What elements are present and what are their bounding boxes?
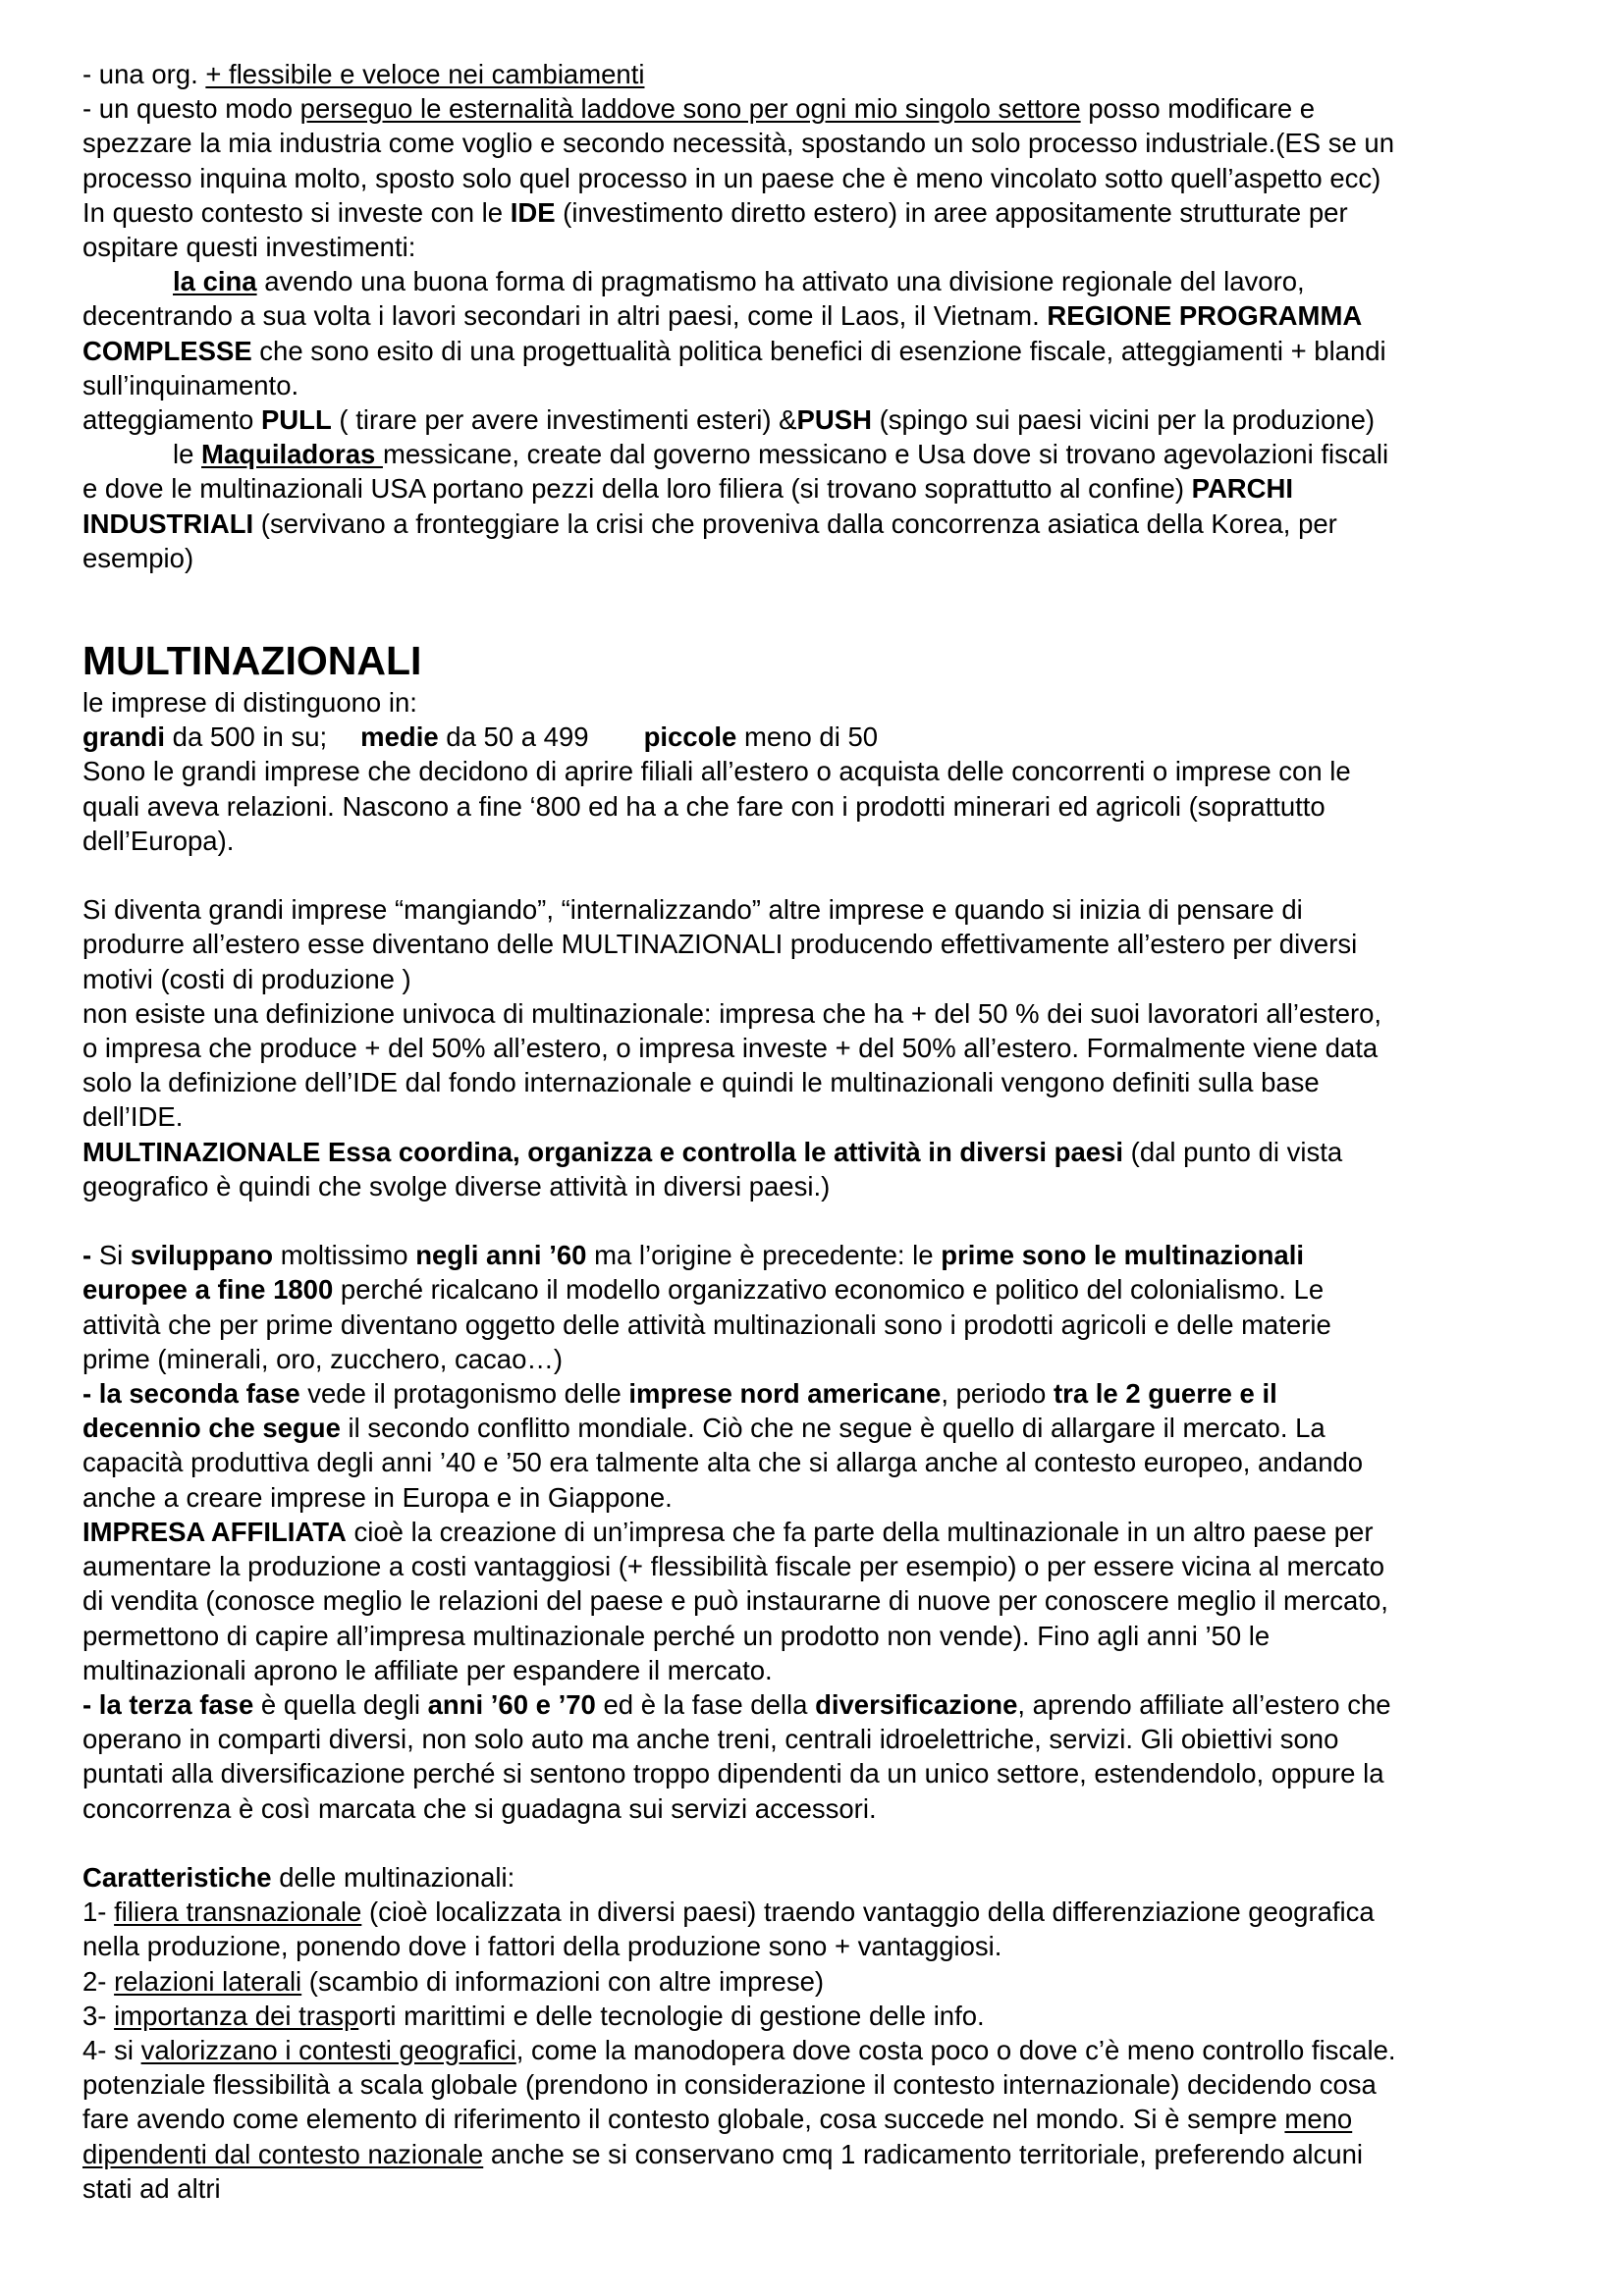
text: vede il protagonismo delle <box>299 1378 629 1410</box>
bold-text: PULL <box>260 404 332 436</box>
text: ed è la fase della <box>595 1688 816 1720</box>
text: decentrando a sua volta i lavori secondari in altri paesi, come il Laos, il Vietnam. <box>82 300 1048 332</box>
line: solo la definizione dell’IDE dal fondo internazionale e quindi le multinazionali vengono definiti sulla base <box>82 1067 1320 1098</box>
line <box>82 57 1555 91</box>
line <box>82 471 1555 506</box>
bold-text: anni ’60 e ’70 <box>427 1688 596 1720</box>
text: (scambio di informazioni con altre imprese) <box>301 1965 825 1997</box>
line: sull’inquinamento. <box>82 369 299 400</box>
bold-text: medie <box>360 721 439 753</box>
line <box>82 195 1555 230</box>
line: aumentare la produzione a costi vantaggiosi (+ flessibilità fiscale per esempio) o per essere vicina al mercato <box>82 1551 1385 1582</box>
text: anche se si conservano cmq 1 radicamento territoriale, preferendo alcuni <box>483 2138 1363 2169</box>
text: (investimento diretto estero) in aree appositamente strutturate per <box>555 196 1348 228</box>
line <box>82 1272 1555 1307</box>
line <box>82 720 1555 754</box>
bold-text: imprese nord americane <box>628 1378 942 1410</box>
line <box>82 264 1555 298</box>
line: prime (minerali, oro, zucchero, cacao…) <box>82 1343 564 1374</box>
bold-text: - la seconda fase <box>82 1378 300 1410</box>
line: geografico è quindi che svolge diverse attività in diversi paesi.) <box>82 1170 831 1201</box>
line: capacità produttiva degli anni ’40 e ’50 era talmente alta che si allarga anche al contesto europeo, andando <box>82 1447 1364 1478</box>
text: - una org. <box>82 59 206 89</box>
text: meno di 50 <box>743 721 879 753</box>
text: da 500 in su; <box>172 721 328 753</box>
underlined-text: filiera transnazionale <box>114 1896 362 1928</box>
line: multinazionali aprono le affiliate per espandere il mercato. <box>82 1654 773 1685</box>
line: puntati alla diversificazione perché si sentono troppo dipendenti da un unico settore, estendendolo, oppure la <box>82 1758 1384 1789</box>
line <box>82 91 1555 126</box>
bold-text: COMPLESSE <box>82 335 252 366</box>
bold-text: grandi <box>82 721 166 753</box>
text: 1- <box>82 1896 115 1928</box>
text: e dove le multinazionali USA portano pezzi della loro filiera (si trovano soprattutto al confine) <box>82 473 1184 505</box>
line: Sono le grandi imprese che decidono di aprire filiali all’estero o acquista delle concorrenti o imprese con le <box>82 756 1351 787</box>
underlined-text: importanza dei trasp <box>114 2000 359 2031</box>
text: fare avendo come elemento di riferimento il contesto globale, cosa succede nel mondo. Si è sempre <box>82 2104 1285 2135</box>
line: non esiste una definizione univoca di multinazionale: impresa che ha + del 50 % dei suoi lavoratori all’estero, <box>82 997 1382 1029</box>
bold-text: Essa coordina, organizza e controlla le attività in diversi paesi <box>328 1136 1124 1167</box>
underlined-text: relazioni laterali <box>114 1965 302 1997</box>
text: messicane, create dal governo messicano e Usa dove si trovano agevolazioni fiscali <box>382 439 1389 470</box>
bold-text: IDE <box>510 196 556 228</box>
bold-text: Caratteristiche <box>82 1861 272 1893</box>
text: 2- <box>82 1965 115 1997</box>
text: (spingo sui paesi vicini per la produzione) <box>871 404 1376 436</box>
underlined-text: la cina <box>173 266 257 297</box>
line <box>82 1895 1555 1929</box>
line: ospitare questi investimenti: <box>82 232 416 263</box>
underlined-text: valorizzano i contesti geografici <box>140 2034 516 2065</box>
bold-text: prime sono le multinazionali <box>941 1240 1304 1271</box>
text: le <box>173 439 202 470</box>
line: processo inquina molto, sposto solo quel processo in un paese che è meno vincolato sotto quell’aspetto ecc) <box>82 162 1381 193</box>
text: (servivano a fronteggiare la crisi che proveniva dalla concorrenza asiatica della Korea, per <box>253 507 1337 539</box>
bold-text: INDUSTRIALI <box>82 507 254 539</box>
line <box>82 1376 1555 1411</box>
line: nella produzione, ponendo dove i fattori della produzione sono + vantaggiosi. <box>82 1931 1002 1962</box>
text: da 50 a 499 <box>446 721 589 753</box>
underlined-text: perseguo le esternalità laddove sono per ogni mio singolo settore <box>299 93 1081 125</box>
spacer <box>82 1203 1555 1238</box>
spacer <box>82 575 1555 636</box>
line <box>82 2137 1555 2171</box>
line <box>82 1999 1555 2033</box>
spacer <box>82 1826 1555 1860</box>
line <box>82 1411 1555 1445</box>
line <box>82 402 1555 437</box>
text: , periodo <box>941 1378 1054 1410</box>
bold-text: - <box>82 1240 99 1271</box>
line: o impresa che produce + del 50% all’estero, o impresa investe + del 50% all’estero. Formalmente viene data <box>82 1033 1379 1064</box>
line: esempio) <box>82 542 194 573</box>
line <box>82 298 1555 333</box>
bold-text: piccole <box>643 721 737 753</box>
text: atteggiamento <box>82 404 261 436</box>
line: permettono di capire all’impresa multinazionale perché un prodotto non vende). Fino agli anni ’50 le <box>82 1620 1271 1651</box>
text: cioè la creazione di un’impresa che fa parte della multinazionale in un altro paese per <box>346 1516 1374 1547</box>
line: quali aveva relazioni. Nascono a fine ‘800 ed ha a che fare con i prodotti minerari ed agricoli (soprattutto <box>82 790 1325 822</box>
line: concorrenza è così marcata che si guadagna sui servizi accessori. <box>82 1792 877 1824</box>
line: stati ad altri <box>82 2172 221 2204</box>
line <box>82 2102 1555 2136</box>
line: dell’Europa). <box>82 825 235 856</box>
text: è quella degli <box>253 1688 428 1720</box>
line: di vendita (conosce meglio le relazioni del paese e può instaurarne di nuove per conoscere meglio il mercato, <box>82 1585 1388 1617</box>
line: spezzare la mia industria come voglio e secondo necessità, spostando un solo processo industriale.(ES se un <box>82 128 1395 159</box>
line <box>82 507 1555 541</box>
text: - un questo modo <box>82 93 300 125</box>
bold-text: REGIONE PROGRAMMA <box>1047 300 1363 332</box>
text: Si <box>98 1240 131 1271</box>
line <box>82 437 1555 471</box>
underlined-text: meno <box>1284 2104 1353 2135</box>
line: motivi (costi di produzione ) <box>82 963 411 994</box>
line <box>82 1964 1555 1999</box>
line <box>82 1238 1555 1272</box>
bold-text: decennio che segue <box>82 1413 341 1444</box>
underlined-text: dipendenti dal contesto nazionale <box>82 2138 484 2169</box>
line: le imprese di distinguono in: <box>82 687 417 719</box>
line: produrre all’estero esse diventano delle MULTINAZIONALI producendo effettivamente all’estero per diversi <box>82 929 1358 960</box>
bold-text: sviluppano <box>130 1240 274 1271</box>
text: ma l’origine è precedente: le <box>586 1240 942 1271</box>
text: moltissimo <box>273 1240 416 1271</box>
bold-text: tra le 2 guerre e il <box>1054 1378 1277 1410</box>
bold-text: - la terza fase <box>82 1688 254 1720</box>
text: 3- <box>82 2000 115 2031</box>
text: , come la manodopera dove costa poco o dove c’è meno controllo fiscale. <box>515 2034 1396 2065</box>
text: benefici di esenzione fiscale, atteggiamenti + blandi <box>770 335 1386 366</box>
line: operano in comparti diversi, non solo auto ma anche treni, centrali idroelettriche, servizi. Gli obiettivi sono <box>82 1724 1339 1755</box>
document-body <box>82 57 1555 2206</box>
text: orti marittimi e delle tecnologie di gestione delle info. <box>358 2000 985 2031</box>
line: dell’IDE. <box>82 1101 184 1133</box>
spacer <box>82 858 1555 892</box>
text: posso modificare e <box>1080 93 1316 125</box>
bold-text: PUSH <box>796 404 872 436</box>
text: avendo una buona forma di pragmatismo ha attivato una divisione regionale del lavoro, <box>256 266 1305 297</box>
line: anche a creare imprese in Europa e in Giappone. <box>82 1481 673 1513</box>
bold-text: europee a fine 1800 <box>82 1274 334 1306</box>
underlined-text: Maquiladoras <box>201 439 383 470</box>
text: ( tirare per avere investimenti esteri) & <box>331 404 797 436</box>
line <box>82 2033 1555 2067</box>
line <box>82 1515 1555 1549</box>
line <box>82 1860 1555 1895</box>
text: il secondo conflitto mondiale. Ciò che ne segue è quello di allargare il mercato. La <box>340 1413 1325 1444</box>
line: potenziale flessibilità a scala globale (prendono in considerazione il contesto internazionale) decidendo cosa <box>82 2069 1377 2101</box>
line: attività che per prime diventano oggetto delle attività multinazionali sono i prodotti agricoli e delle materie <box>82 1308 1331 1340</box>
text: delle multinazionali: <box>271 1861 515 1893</box>
text: (dal punto di vista <box>1123 1136 1343 1167</box>
line <box>82 1135 1555 1169</box>
text: (cioè localizzata in diversi paesi) traendo vantaggio della differenziazione geografica <box>361 1896 1375 1928</box>
bold-text: IMPRESA AFFILIATA <box>82 1516 347 1547</box>
line: Si diventa grandi imprese “mangiando”, “internalizzando” altre imprese e quando si inizia di pensare di <box>82 894 1303 926</box>
section-title: MULTINAZIONALI <box>82 638 422 684</box>
bold-text: diversificazione <box>815 1688 1018 1720</box>
bold-text: PARCHI <box>1184 473 1294 505</box>
bold-text: negli anni ’60 <box>415 1240 587 1271</box>
line <box>82 334 1555 368</box>
text: che sono esito di una progettualità politica <box>251 335 771 366</box>
text: perché ricalcano il modello organizzativo economico e politico del colonialismo. Le <box>333 1274 1325 1306</box>
text: , aprendo affiliate all’estero che <box>1017 1688 1391 1720</box>
line <box>82 1687 1555 1722</box>
bold-text: MULTINAZIONALE <box>82 1136 329 1167</box>
text: 4- si <box>82 2034 141 2065</box>
text: In questo contesto si investe con le <box>82 196 511 228</box>
underlined-text: + flessibile e veloce nei cambiamenti <box>205 59 645 89</box>
